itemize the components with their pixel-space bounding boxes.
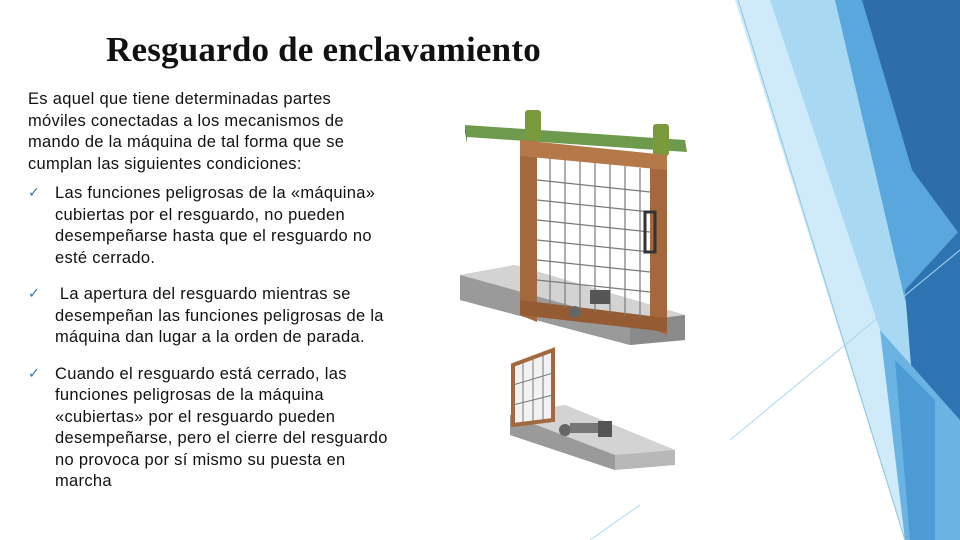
list-item-text: La apertura del resguardo mientras se desempeñan las funciones peligrosas de la máquina dan lugar a la orden de parada. — [55, 285, 389, 346]
sliding-guard-illustration — [455, 100, 695, 345]
interlock-detail-illustration — [505, 345, 680, 470]
deco-facet-dark — [862, 0, 960, 235]
checkmark-icon: ✓ — [28, 365, 41, 382]
deco-line-3 — [590, 505, 640, 540]
intro-paragraph: Es aquel que tiene determinadas partes móviles conectadas a los mecanismos de mando de la máquina de tal forma que se cumplan las siguientes condiciones: — [28, 90, 345, 173]
list-item — [28, 183, 393, 269]
checkmark-icon: ✓ — [28, 185, 41, 201]
deco-facet-light — [735, 0, 960, 540]
deco-facet-mid — [835, 0, 960, 360]
list-item — [28, 284, 393, 349]
deco-facet-bottom — [880, 330, 960, 540]
checkmark-icon: ✓ — [28, 286, 41, 302]
deco-facet-lower-mid — [895, 360, 935, 540]
deco-facet-deep — [905, 230, 960, 540]
list-item-text: Las funciones peligrosas de la «máquina» cubiertas por el resguardo, no pueden desempeñarse hasta que el resguardo no esté cerrado. — [55, 184, 376, 267]
deco-facet-sky — [770, 0, 960, 420]
list-item — [28, 364, 393, 493]
conditions-list — [28, 183, 393, 493]
deco-line-2 — [730, 250, 960, 440]
list-item-text: Cuando el resguardo está cerrado, las funciones peligrosas de la máquina «cubiertas» por el resguardo pueden desempeñarse, pero el cierre del resguardo no provoca por sí mismo su puesta en marcha — [55, 364, 388, 490]
deco-line-1 — [738, 0, 905, 540]
slide-title: Resguardo de enclavamiento — [106, 30, 541, 69]
